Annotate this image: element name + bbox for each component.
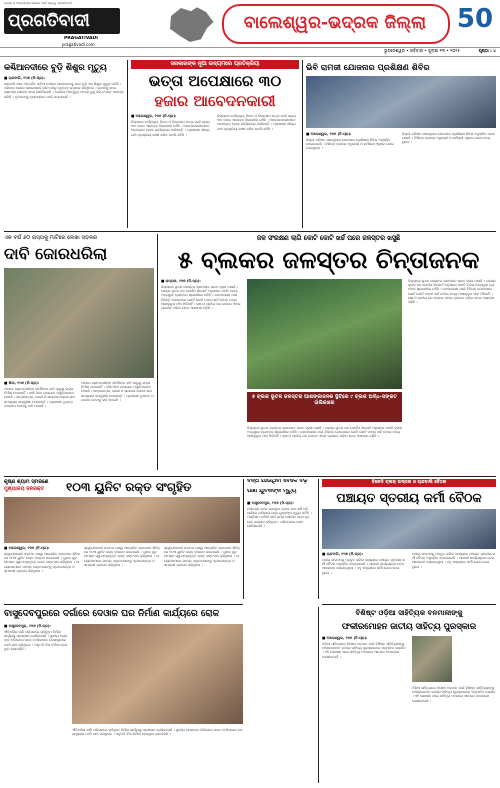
masthead [0, 0, 500, 58]
story-drowning [4, 60, 124, 200]
story-allowance [131, 60, 299, 230]
story-byline: ■ ବାଲେଶ୍ୱର, ୧୨ା୭ (ନି.ପ୍ର): [4, 546, 50, 550]
story-groundwater [161, 234, 496, 474]
page-number: ପୃଷ୍ଠା : ୪ [478, 48, 496, 53]
story-byline: ■ ବାସୁଦେବପୁର, ୧୨ା୭ (ନି.ପ୍ର): [247, 501, 294, 505]
story-literary-award [322, 607, 496, 785]
story-kicker: ସରକାରଙ୍କ ନୂଆ ଉଦ୍ୟମରେ ପ୍ରତିକ୍ରିୟା [170, 61, 260, 67]
story-headline-2: ପାଣି ଯୁବକଙ୍କ ମୃତ୍ୟୁ [247, 489, 297, 494]
masthead-tagline: ଜାତୀୟ ଓ ଅନ୍ତର୍ଜାତୀୟ ସମ୍ବାଦ ପାଇଁ ପଢ଼ନ୍ତୁ ପ୍ରଗତିବାଦୀ [4, 1, 72, 5]
story-body: ଜିଲ୍ଲାରେ ଭୂତଳ ଜଳସ୍ତର କ୍ରମାଗତ ଭାବେ ହ୍ରାସ ପାଉଛି । କେନ୍ଦ୍ର ଭୂତଳ ଜଳ ବୋର୍ଡର ରିପୋର୍ଟ ଅନୁସାରେ ପାଞ୍ଚଟି ବ୍ଲକ ଅତ୍ୟଧିକ ବ୍ୟବହାର ଶ୍ରେଣୀରେ ରହିଛି । ଜଳସଂରକ୍ଷଣ ପାଇଁ ବିଭିନ୍ନ ଯୋଜନାରେ କୋଟି କୋଟି ଟଙ୍କା ଖର୍ଚ୍ଚ ହେଲେ ମଧ୍ୟ ଆଶାନୁରୂପ ଫଳ ମିଳିନାହିଁ । ଚାଷ ଓ ପାନୀୟ ଜଳ ଉପରେ ଏହାର ପ୍ରଭାବ ପଡ଼ିବା ନେଇ ଆଶଙ୍କା ବଢ଼ିଛି । [161, 285, 241, 311]
story-headline-2: ଫକୀରମୋହନ ଜାତୀୟ ସାହିତ୍ୟ ପୁରସ୍କାର [341, 621, 477, 631]
story-training-camp [306, 60, 496, 230]
story-headline-1: ଭତ୍ତା ଅପେକ୍ଷାରେ ୩୦ [148, 72, 282, 90]
story-dargah-construction [4, 607, 243, 785]
story-byline: ■ ବାଲେଶ୍ୱର, ୧୨ା୭ (ନି.ପ୍ର): [322, 636, 368, 640]
story-headline: ଭିବି ରାମଜୀ ଯୋଜନାର ପ୍ରଶିକ୍ଷଣ ଶିବିର [306, 62, 430, 72]
story-body-col2: ଦଳୀୟ ସଂଗଠନକୁ ମଜବୁତ କରିବା ଲକ୍ଷ୍ୟରେ ପଞ୍ଚାୟତ ସ୍ତରୀୟ କର୍ମୀ ବୈଠକ ଅନୁଷ୍ଠିତ ହୋଇଯାଇଛି । ଆଗାମୀ କାର୍ଯ୍ୟକ୍ରମ ନେଇ ଆଲୋଚନା କରାଯାଇଥିଲା । ବହୁ ସଂଖ୍ୟାରେ କର୍ମୀ ଯୋଗ ଦେଇଥିଲେ । [412, 552, 495, 569]
story-headline-1: ବନ୍ଧ ଯାଉଥିବା ବେଳେ ବଢ଼ି [247, 479, 308, 484]
story-headline: ଦାବି ଜୋରଧରିଲା [4, 244, 108, 263]
website[interactable]: pragativadi.com [62, 42, 95, 47]
story-panchayat-meeting [322, 479, 496, 603]
story-headline-2: ହଜାର ଆବେଦନକାରୀ [154, 92, 276, 110]
story-flood-death [247, 479, 315, 729]
story-headline: ୫ ବ୍ଲକର ଜଳସ୍ତର ଚିନ୍ତାଜନକ [177, 246, 480, 274]
training-camp-photo [306, 76, 496, 128]
story-body-col2: ଓଡ଼ିଆ ସାହିତ୍ୟରେ ବିଶେଷ ଅବଦାନ ପାଇଁ ବିଶିଷ୍ଟ ସାହିତ୍ୟିକଙ୍କୁ ଫକୀରମୋହନ ଜାତୀୟ ସାହିତ୍ୟ ପୁରସ୍କାରରେ ସମ୍ମାନିତ କରାଯିବ । ଏହି ଘୋଷଣା ପରେ ସାହିତ୍ୟ ମହଲରେ ଆନନ୍ଦର ବାତାବରଣ ଦେଖାଦେଇଛି । [412, 686, 496, 703]
date-line: ଭୁବନେଶ୍ୱର • ରବିବାର • ଜୁଲାଇ ୧୩ • ୨୦୨୫ [384, 48, 460, 53]
story-byline: ■ ଶିଜା, ୧୨ା୭ (ନି.ପ୍ର): [4, 381, 40, 385]
logo-latin: PRAGATIVADI [64, 36, 98, 41]
story-body-col3: ଜିଲ୍ଲାରେ ଭୂତଳ ଜଳସ୍ତର କ୍ରମାଗତ ଭାବେ ହ୍ରାସ ପାଉଛି । କେନ୍ଦ୍ର ଭୂତଳ ଜଳ ବୋର୍ଡର ରିପୋର୍ଟ ଅନୁସାରେ ପାଞ୍ଚଟି ବ୍ଲକ ଅତ୍ୟଧିକ ବ୍ୟବହାର ଶ୍ରେଣୀରେ ରହିଛି । ଜଳସଂରକ୍ଷଣ ପାଇଁ ବିଭିନ୍ନ ଯୋଜନାରେ କୋଟି କୋଟି ଟଙ୍କା ଖର୍ଚ୍ଚ ହେଲେ ମଧ୍ୟ ଆଶାନୁରୂପ ଫଳ ମିଳିନାହିଁ । ଚାଷ ଓ ପାନୀୟ ଜଳ ଉପରେ ଏହାର ପ୍ରଭାବ ପଡ଼ିବା ନେଇ ଆଶଙ୍କା ବଢ଼ିଛି । [408, 279, 496, 305]
story-byline: ■ ଭଦ୍ରକ, ୧୨ା୭ (ନି.ପ୍ର): [161, 279, 201, 283]
story-body: ଅଞ୍ଚଳର ଗ୍ରାମବାସୀଙ୍କ ଦୀର୍ଘଦିନର ଦାବି ସତ୍ତ୍ୱେ ରାସ୍ତା ନିର୍ମାଣ ହୋଇନାହିଁ । ବର୍ଷା ଦିନେ ଯାତାୟାତ ଅସୁବିଧାଜନକ ହେଉଛି । ଛାତ୍ରଛାତ୍ରୀ, ରୋଗୀ ଓ ସାଧାରଣ ଲୋକେ ନାନା ସମସ୍ୟାର ସମ୍ମୁଖୀନ ହେଉଛନ୍ତି । ପ୍ରଶାସନ ତୁରନ୍ତ ପଦକ୍ଷେପ ନେବାକୁ ଦାବି ହୋଇଛି । [4, 387, 75, 408]
story-body-col3: ସ୍ୱେଚ୍ଛାସେବୀ ସଂଗଠନ ପକ୍ଷରୁ ଆୟୋଜିତ ରକ୍ତଦାନ ଶିବିରରେ ୧୦୩ ୟୁନିଟ ରକ୍ତ ସଂଗ୍ରହ କରାଯାଇଛି । ଯୁବକ ଯୁବତୀମାନେ ସ୍ୱତଃପ୍ରବୃତ୍ତ ଭାବେ ରକ୍ତଦାନ କରିଥିଲେ । ଆୟୋଜକମାନେ ସମସ୍ତ ରକ୍ତଦାତାଙ୍କୁ ପ୍ରମାଣପତ୍ର ଓ ସ୍ମାରକୀ ପ୍ରଦାନ କରିଥିଲେ । [164, 546, 240, 567]
story-kicker: ଏକ ବର୍ଷ ୬୦ ରାସ୍ତାକୁ ମାଟିରେ ଲେଖା ସଡ଼କର [4, 235, 98, 241]
water-stream-photo [247, 279, 402, 389]
story-byline: ■ ବାସୁଦେବପୁର, ୧୨ା୭ (ନି.ପ୍ର): [4, 624, 51, 628]
story-headline-1: ବିଶିଷ୍ଟ ଓଡ଼ିଆ ସାହିତ୍ୟିକ ବନମାଳୀଙ୍କୁ [355, 608, 463, 617]
story-body: ଜିଲ୍ଲାରେ ବାର୍ଦ୍ଧକ୍ୟ, ବିଧବା ଓ ଭିନ୍ନକ୍ଷମ ଭତ୍ତା ପାଇଁ ପ୍ରାୟ ୩୦ ହଜାର ଆବେଦନ ବିଚାରାଧୀନ ରହିଛି । ଆବେଦନକାରୀମାନେ ବାରମ୍ବାର ବ୍ଲକ କାର୍ଯ୍ୟାଳୟ ଧାଉଁଛନ୍ତି । ପ୍ରଶାସନ ଶୀଘ୍ର ଯାଞ୍ଚ ପ୍ରକ୍ରିୟା ଶେଷ କରିବ ବୋଲି କହିଛି । [131, 120, 210, 137]
story-body-col2: ଜିଲ୍ଲା ପରିଷଦ ସଭାଗୃହରେ ଯୋଜନାର ପ୍ରଶିକ୍ଷଣ ଶିବିର ଅନୁଷ୍ଠିତ ହୋଇଯାଇଛି । ବିଭିନ୍ନ ବ୍ଲକର ଅଧିକାରୀ ଓ କର୍ମଚାରୀ ଏଥିରେ ଯୋଗ ଦେଇଥିଲେ । [402, 132, 495, 145]
anniversary-number: 50 [456, 4, 494, 34]
story-headline: ପଞ୍ଚାୟତ ସ୍ତରୀୟ କର୍ମୀ ବୈଠକ [336, 490, 482, 505]
story-kicker-2: ମୁଖ୍ୟାଳୟ ଜନରକ୍ତ [4, 486, 45, 492]
story-byline: ■ ବାଲେଶ୍ୱର, ୧୨ା୭ (ନି.ପ୍ର): [131, 114, 177, 118]
story-kicker: କୃଷ୍ଣ ଶ୍ୟାମ ସ୍ମରଣେ [4, 479, 49, 485]
story-headline: ୧୦୩ ୟୁନିଟ ରକ୍ତ ସଂଗୃହିତ [66, 480, 192, 494]
story-body-col2: ଐତିହାସିକ ଦର୍ଗା ପରିସରରେ ଚାଲିଥିବା ନିର୍ମାଣ କାର୍ଯ୍ୟକୁ ପ୍ରଶାସନ ରୋକିଦେଇଛି । ସ୍ଥାନୀୟ ଲୋକଙ୍କ ଅଭିଯୋଗ ପରେ ତହସିଲଦାର ଘଟଣାସ୍ଥଳରେ ପହଞ୍ଚି ଯାଞ୍ଚ କରିଥିଲେ । ଅନୁମତି ବିନା ନିର୍ମାଣ ହେଉଥିବା ଜଣାପଡ଼ିଛି । [72, 728, 243, 737]
author-portrait [412, 636, 452, 682]
story-byline: ■ ବାଲେଶ୍ୱର, ୧୨ା୭ (ନି.ପ୍ର): [306, 132, 352, 136]
story-body: ଦଳୀୟ ସଂଗଠନକୁ ମଜବୁତ କରିବା ଲକ୍ଷ୍ୟରେ ପଞ୍ଚାୟତ ସ୍ତରୀୟ କର୍ମୀ ବୈଠକ ଅନୁଷ୍ଠିତ ହୋଇଯାଇଛି । ଆଗାମୀ କାର୍ଯ୍ୟକ୍ରମ ନେଇ ଆଲୋଚନା କରାଯାଇଥିଲା । ବହୁ ସଂଖ୍ୟାରେ କର୍ମୀ ଯୋଗ ଦେଇଥିଲେ । [322, 558, 405, 575]
story-body: ସ୍ୱେଚ୍ଛାସେବୀ ସଂଗଠନ ପକ୍ଷରୁ ଆୟୋଜିତ ରକ୍ତଦାନ ଶିବିରରେ ୧୦୩ ୟୁନିଟ ରକ୍ତ ସଂଗ୍ରହ କରାଯାଇଛି । ଯୁବକ ଯୁବତୀମାନେ ସ୍ୱତଃପ୍ରବୃତ୍ତ ଭାବେ ରକ୍ତଦାନ କରିଥିଲେ । ଆୟୋଜକମାନେ ସମସ୍ତ ରକ୍ତଦାତାଙ୍କୁ ପ୍ରମାଣପତ୍ର ଓ ସ୍ମାରକୀ ପ୍ରଦାନ କରିଥିଲେ । [4, 552, 80, 573]
anniversary-badge [454, 2, 496, 44]
story-body: ନଦୀବନ୍ଧ ଦେଇ ଯାଉଥିବା ବେଳେ ପାଦ ଖସି ବଢ଼ି ପାଣିରେ ଭାସିଯାଇ ଜଣେ ଯୁବକଙ୍କ ମୃତ୍ୟୁ ଘଟିଛି । ଅଗ୍ନିଶମ ବାହିନୀ ଦୀର୍ଘ ସମୟ ଖୋଜିବା ପରେ ମୃତଦେହ ଉଦ୍ଧାର କରିଥିଲା । ପରିବାରରେ କୋହ ଖେଳିଯାଇଛି । [247, 507, 312, 528]
meeting-photo [322, 509, 496, 549]
road-bus-photo [4, 268, 154, 378]
story-body-col2: ଜିଲ୍ଲାରେ ବାର୍ଦ୍ଧକ୍ୟ, ବିଧବା ଓ ଭିନ୍ନକ୍ଷମ ଭତ୍ତା ପାଇଁ ପ୍ରାୟ ୩୦ ହଜାର ଆବେଦନ ବିଚାରାଧୀନ ରହିଛି । ଆବେଦନକାରୀମାନେ ବାରମ୍ବାର ବ୍ଲକ କାର୍ଯ୍ୟାଳୟ ଧାଉଁଛନ୍ତି । ପ୍ରଶାସନ ଶୀଘ୍ର ଯାଞ୍ଚ ପ୍ରକ୍ରିୟା ଶେଷ କରିବ ବୋଲି କହିଛି । [217, 114, 296, 131]
story-kicker: ଜଳ ସଂରକ୍ଷଣ ଲାଗି କୋଟି କୋଟି ଖର୍ଚ୍ଚ ପରେ ଜଳସ୍ତର ଖସୁଛି [256, 234, 401, 242]
callout-text: ୫ ବ୍ଲକ ଭୂତଳ ଜଳସ୍ତର ଆଶଙ୍କାଜନକ ସ୍ଥିତିରେ ୯ ବ୍ଲକ ଅର୍ଦ୍ଧ-ସଙ୍କଟ ତାଲିକାରେ [251, 394, 398, 407]
story-body-col2b: ଜିଲ୍ଲାରେ ଭୂତଳ ଜଳସ୍ତର କ୍ରମାଗତ ଭାବେ ହ୍ରାସ ପାଉଛି । କେନ୍ଦ୍ର ଭୂତଳ ଜଳ ବୋର୍ଡର ରିପୋର୍ଟ ଅନୁସାରେ ପାଞ୍ଚଟି ବ୍ଲକ ଅତ୍ୟଧିକ ବ୍ୟବହାର ଶ୍ରେଣୀରେ ରହିଛି । ଜଳସଂରକ୍ଷଣ ପାଇଁ ବିଭିନ୍ନ ଯୋଜନାରେ କୋଟି କୋଟି ଟଙ୍କା ଖର୍ଚ୍ଚ ହେଲେ ମଧ୍ୟ ଆଶାନୁରୂପ ଫଳ ମିଳିନାହିଁ । ଚାଷ ଓ ପାନୀୟ ଜଳ ଉପରେ ଏହାର ପ୍ରଭାବ ପଡ଼ିବା ନେଇ ଆଶଙ୍କା ବଢ଼ିଛି । [247, 426, 402, 439]
story-body: ଓଡ଼ିଆ ସାହିତ୍ୟରେ ବିଶେଷ ଅବଦାନ ପାଇଁ ବିଶିଷ୍ଟ ସାହିତ୍ୟିକଙ୍କୁ ଫକୀରମୋହନ ଜାତୀୟ ସାହିତ୍ୟ ପୁରସ୍କାରରେ ସମ୍ମାନିତ କରାଯିବ । ଏହି ଘୋଷଣା ପରେ ସାହିତ୍ୟ ମହଲରେ ଆନନ୍ଦର ବାତାବରଣ ଦେଖାଦେଇଛି । [322, 642, 406, 659]
story-kicker: ବିଜେଡି ବ୍ଲକ୍ ଭଦ୍ରକ ଓ ଚାନ୍ଦବାଲି ବୈଠକ [371, 480, 447, 485]
story-road-demand [4, 234, 154, 474]
story-body: ଜିଲ୍ଲା ପରିଷଦ ସଭାଗୃହରେ ଯୋଜନାର ପ୍ରଶିକ୍ଷଣ ଶିବିର ଅନୁଷ୍ଠିତ ହୋଇଯାଇଛି । ବିଭିନ୍ନ ବ୍ଲକର ଅଧିକାରୀ ଓ କର୍ମଚାରୀ ଏଥିରେ ଯୋଗ ଦେଇଥିଲେ । [306, 138, 394, 151]
dargah-photo [72, 624, 243, 724]
story-blood-camp [4, 479, 240, 601]
district-map-icon [166, 4, 216, 44]
blood-camp-photo [4, 497, 240, 543]
story-headline: ବାସୁଦେବପୁରରେ ଦର୍ଗାରେ ଦେଓାଳ ଘର ନିର୍ମାଣ କାର୍ଯ୍ୟରେ ରୋକ [4, 609, 220, 619]
story-body: ଐତିହାସିକ ଦର୍ଗା ପରିସରରେ ଚାଲିଥିବା ନିର୍ମାଣ କାର୍ଯ୍ୟକୁ ପ୍ରଶାସନ ରୋକିଦେଇଛି । ସ୍ଥାନୀୟ ଲୋକଙ୍କ ଅଭିଯୋଗ ପରେ ତହସିଲଦାର ଘଟଣାସ୍ଥଳରେ ପହଞ୍ଚି ଯାଞ୍ଚ କରିଥିଲେ । ଅନୁମତି ବିନା ନିର୍ମାଣ ହେଉଥିବା ଜଣାପଡ଼ିଛି । [4, 630, 68, 651]
edition-title: ବାଲେଶ୍ୱର-ଭଦ୍ରକ ଜିଲ୍ଲା [243, 13, 427, 33]
story-byline: ■ ଚାନ୍ଦବାଲି, ୧୨ା୭ (ନି.ପ୍ର): [4, 76, 46, 80]
story-body-col2: ଅଞ୍ଚଳର ଗ୍ରାମବାସୀଙ୍କ ଦୀର୍ଘଦିନର ଦାବି ସତ୍ତ୍ୱେ ରାସ୍ତା ନିର୍ମାଣ ହୋଇନାହିଁ । ବର୍ଷା ଦିନେ ଯାତାୟାତ ଅସୁବିଧାଜନକ ହେଉଛି । ଛାତ୍ରଛାତ୍ରୀ, ରୋଗୀ ଓ ସାଧାରଣ ଲୋକେ ନାନା ସମସ୍ୟାର ସମ୍ମୁଖୀନ ହେଉଛନ୍ତି । ପ୍ରଶାସନ ତୁରନ୍ତ ପଦକ୍ଷେପ ନେବାକୁ ଦାବି ହୋଇଛି । [81, 381, 154, 402]
story-byline: ■ ଚାନ୍ଦବାଲି, ୧୨ା୭ (ନି.ପ୍ର): [322, 552, 364, 556]
story-body-col2: ସ୍ୱେଚ୍ଛାସେବୀ ସଂଗଠନ ପକ୍ଷରୁ ଆୟୋଜିତ ରକ୍ତଦାନ ଶିବିରରେ ୧୦୩ ୟୁନିଟ ରକ୍ତ ସଂଗ୍ରହ କରାଯାଇଛି । ଯୁବକ ଯୁବତୀମାନେ ସ୍ୱତଃପ୍ରବୃତ୍ତ ଭାବେ ରକ୍ତଦାନ କରିଥିଲେ । ଆୟୋଜକମାନେ ସମସ୍ତ ରକ୍ତଦାତାଙ୍କୁ ପ୍ରମାଣପତ୍ର ଓ ସ୍ମାରକୀ ପ୍ରଦାନ କରିଥିଲେ । [84, 546, 160, 567]
story-headline: କଣ୍ଢିଆନଦୀରେ ବୁଡ଼ି ଶିଶୁର ମୃତ୍ୟୁ [4, 62, 107, 72]
logo-text: ପ୍ରଗତିବାଦୀ [8, 11, 90, 31]
story-body: ଚାନ୍ଦବାଲି ଥାନା ଅନ୍ତର୍ଗତ କଣ୍ଢିଆ ନଦୀରେ ଗାଧୋଇବାକୁ ଯାଇ ବୁଡ଼ି ଏକ ଶିଶୁର ମୃତ୍ୟୁ ଘଟିଛି । ପରିବାର ଲୋକେ ଖୋଜାଖୋଜି କରି ନଦୀରୁ ମୃତଦେହ ଉଦ୍ଧାର କରିଥିଲେ । ଘଟଣାକୁ ନେଇ ଗ୍ରାମରେ ଶୋକର ଛାୟା ଖେଳିଯାଇଛି । ପୋଲିସ ଅପମୃତ୍ୟୁ ମାମଲା ରୁଜୁ କରି ତଦନ୍ତ ଆରମ୍ଭ କରିଛି । ମୃତଦେହକୁ ବ୍ୟବଚ୍ଛେଦ ପାଇଁ ପଠାଯାଇଛି । [4, 82, 124, 99]
